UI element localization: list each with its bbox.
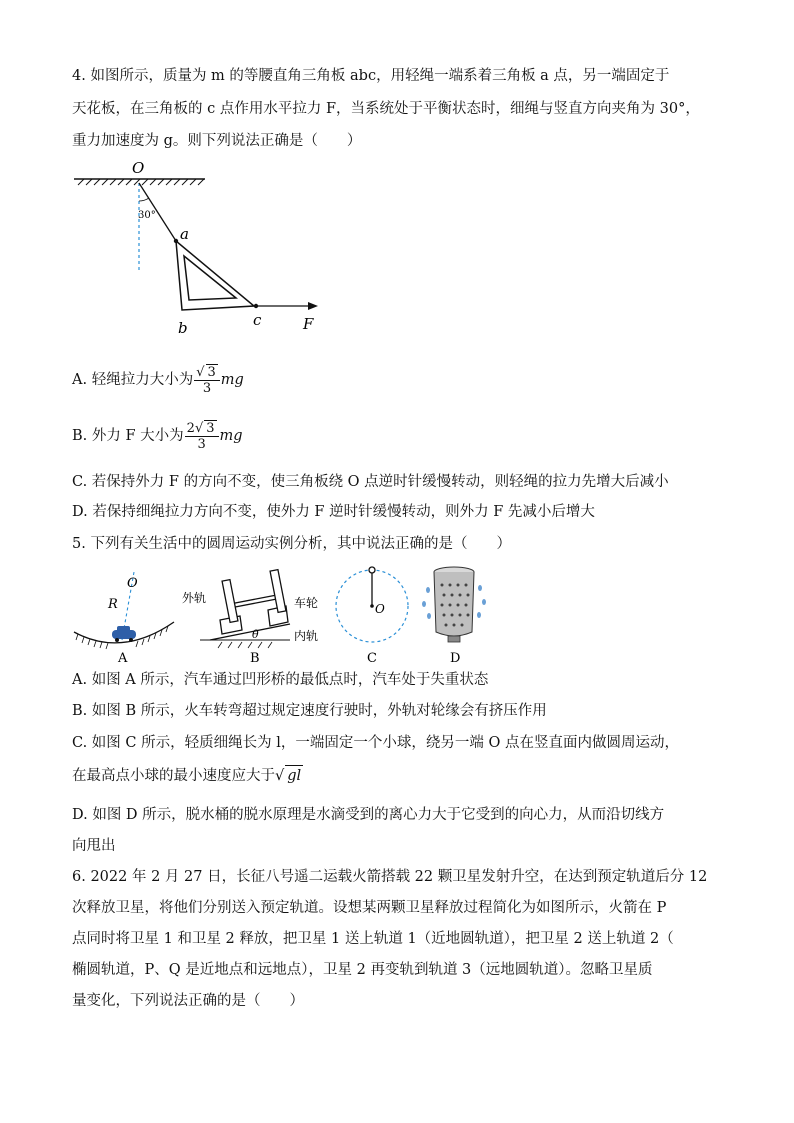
q5-fig-a-caption: A	[118, 651, 128, 666]
q5-fig-d-caption: D	[450, 651, 461, 666]
q6-stem-line-1: 6. 2022 年 2 月 27 日，长征八号遥二运载火箭搭载 22 颗卫星发射升空，在达到预定轨道后分 12	[72, 869, 708, 885]
q5-fig-b-caption: B	[250, 651, 260, 666]
spin-dryer-icon	[422, 567, 486, 642]
q4-option-a[interactable]	[72, 364, 244, 396]
q4-figure	[70, 155, 340, 340]
q5-option-d-line-1[interactable]: D. 如图 D 所示，脱水桶的脱水原理是水滴受到的离心力大于它受到的向心力，从而沿切线方	[72, 807, 665, 823]
q5-option-c-line-2[interactable]: 在最高点小球的最小速度应大于√ gl	[72, 765, 303, 786]
q5-option-b[interactable]: B. 如图 B 所示，火车转弯超过规定速度行驶时，外轨对轮缘会有挤压作用	[72, 703, 547, 719]
q5-fig-c-caption: C	[367, 651, 377, 666]
q5-fig-c-label-O: O	[375, 602, 385, 616]
q4-stem-line-2: 天花板，在三角板的 c 点作用水平拉力 F，当系统处于平衡状态时，细绳与竖直方向夹角为 30°，	[72, 101, 700, 117]
q5-option-c-root: gl	[285, 765, 303, 786]
q5-fig-a-label-O: O	[127, 576, 138, 591]
q4-option-a-text: A. 轻绳拉力大小为	[72, 372, 194, 388]
q4-label-a: a	[180, 225, 189, 243]
q6-stem-line-3: 点同时将卫星 1 和卫星 2 释放，把卫星 1 送上轨道 1（近地圆轨道），把卫星 2 送上轨道 2（	[72, 931, 674, 947]
q6-stem-line-2: 次释放卫星，将他们分别送入预定轨道。设想某两颗卫星释放过程简化为如图所示，火箭在 P	[72, 900, 667, 916]
q5-fig-b-theta: θ	[252, 628, 259, 641]
q5-fig-b-outer-rail: 外轨	[182, 591, 207, 605]
q4-option-c[interactable]: C. 若保持外力 F 的方向不变，使三角板绕 O 点逆时针缓慢转动，则轻绳的拉力先增大后减小	[72, 474, 669, 490]
q4-angle-label: 30°	[138, 210, 156, 221]
q4-option-b-text: B. 外力 F 大小为	[72, 428, 184, 444]
q4-option-a-fraction: $\frac{√ 3}{3}$	[194, 364, 220, 396]
q4-stem-line-3: 重力加速度为 g。则下列说法正确是（ ）	[72, 133, 362, 149]
q4-label-O: O	[132, 159, 145, 177]
q5-figure	[72, 560, 492, 668]
q5-stem: 5. 下列有关生活中的圆周运动实例分析，其中说法正确的是（ ）	[72, 536, 511, 552]
q4-option-a-unit: mg	[220, 372, 244, 388]
q4-option-b-fraction: $\frac{2√ 3}{3}$	[185, 420, 219, 452]
q5-fig-a-label-R: R	[108, 597, 118, 612]
q4-label-b: b	[178, 319, 188, 337]
q5-option-d-line-2[interactable]: 向甩出	[72, 838, 116, 854]
q4-option-b[interactable]	[72, 420, 243, 452]
q5-option-a[interactable]: A. 如图 A 所示，汽车通过凹形桥的最低点时，汽车处于失重状态	[72, 672, 489, 688]
q5-option-c-line-2-text: 在最高点小球的最小速度应大于	[72, 768, 275, 784]
q5-fig-b-inner-rail: 内轨	[294, 629, 319, 643]
q5-option-c-line-1[interactable]: C. 如图 C 所示，轻质细绳长为 l，一端固定一个小球，绕另一端 O 点在竖直面内做圆周运动，	[72, 735, 679, 751]
q5-fig-b-wheel: 车轮	[294, 596, 319, 610]
q6-stem-line-4: 椭圆轨道，P、Q 是近地点和远地点），卫星 2 再变轨到轨道 3（远地圆轨道）。忽略卫星质	[72, 962, 653, 978]
q4-label-F: F	[303, 315, 314, 333]
q6-stem-line-5: 量变化，下列说法正确的是（ ）	[72, 993, 304, 1009]
q4-option-b-unit: mg	[219, 428, 243, 444]
q4-stem-line-1: 4. 如图所示，质量为 m 的等腰直角三角板 abc，用轻绳一端系着三角板 a 点，另一端固定于	[72, 68, 670, 84]
q4-option-d[interactable]: D. 若保持细绳拉力方向不变，使外力 F 逆时针缓慢转动，则外力 F 先减小后增大	[72, 504, 595, 520]
q4-label-c: c	[253, 311, 262, 329]
